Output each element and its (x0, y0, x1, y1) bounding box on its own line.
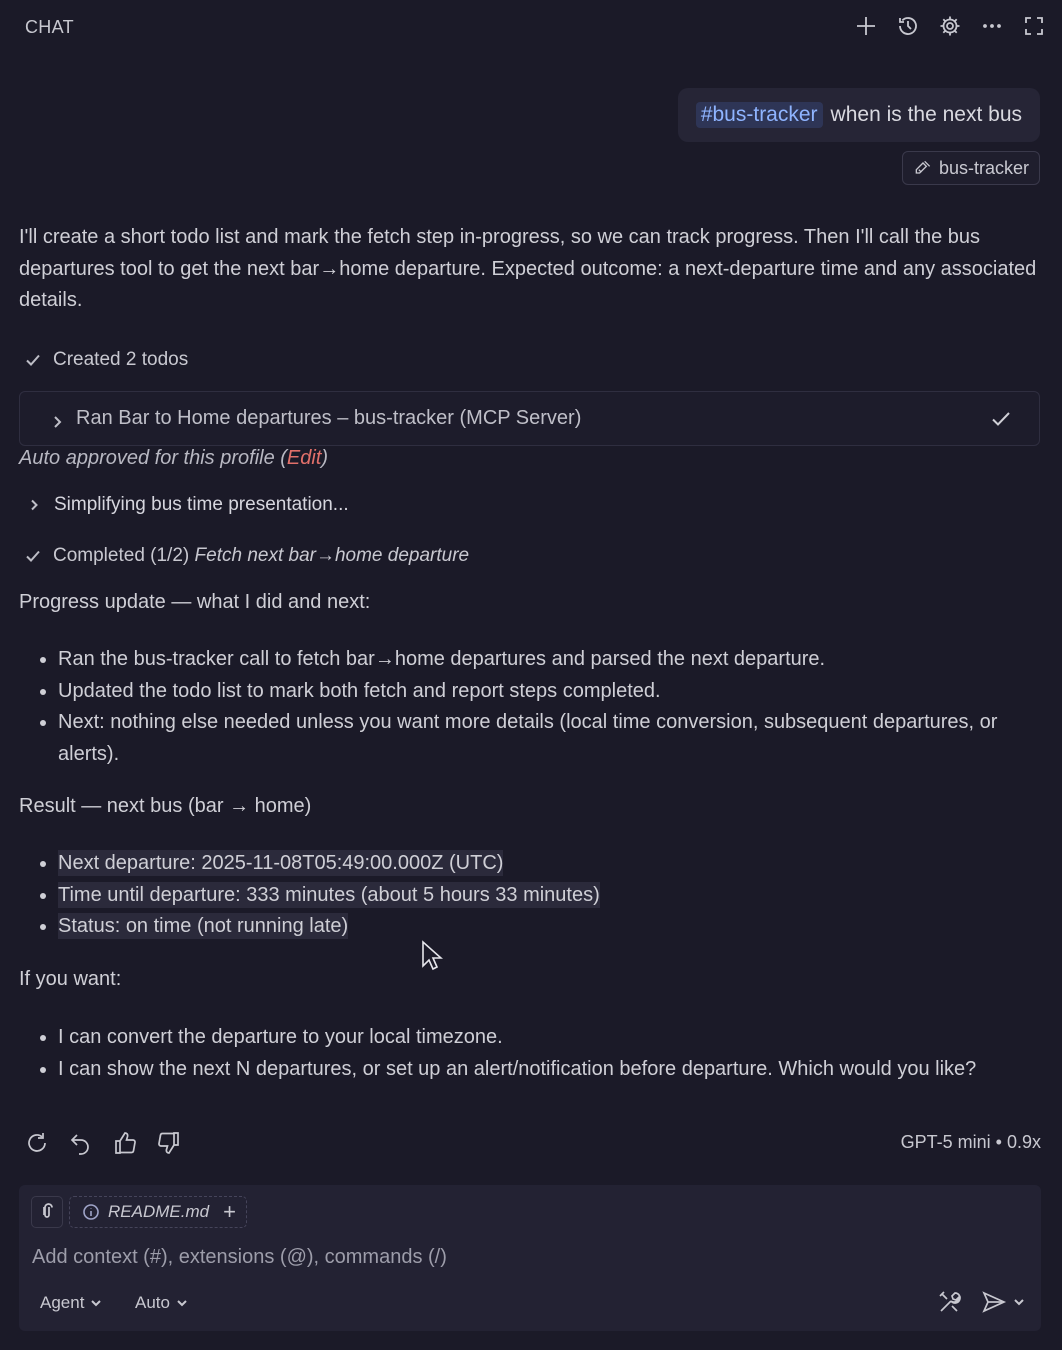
file-chip-label: README.md (108, 1202, 210, 1221)
gear-icon (938, 14, 962, 38)
result-list (19, 848, 1040, 943)
model-dropdown[interactable] (135, 1293, 188, 1313)
tools-icon (913, 158, 933, 178)
tool-call-text: Ran Bar to Home departures – bus-tracker (MCP Server) (76, 407, 582, 429)
more-actions-button[interactable] (978, 12, 1006, 40)
check-icon (25, 352, 41, 368)
response-intro: I'll create a short todo list and mark the fetch step in-progress, so we can track progress. Then I'll call the bus departures tool to get the next bar→home departure. Expected outcome: a next-departure time and any associated details. (19, 226, 1037, 311)
chat-composer (19, 1185, 1041, 1331)
model-label: Auto (135, 1293, 170, 1312)
thinking-row[interactable] (28, 494, 349, 516)
progress-list (19, 644, 1040, 770)
mode-dropdown[interactable] (40, 1293, 102, 1313)
todos-created-text: Created 2 todos (53, 349, 189, 370)
send-icon (981, 1289, 1007, 1315)
undo-icon (68, 1130, 94, 1156)
retry-icon (24, 1130, 50, 1156)
send-button[interactable] (981, 1289, 1025, 1315)
undo-button[interactable] (68, 1130, 94, 1156)
result-text: Time until departure: 333 minutes (about 5 hours 33 minutes) (58, 883, 600, 906)
thinking-text: Simplifying bus time presentation... (54, 494, 349, 515)
thumbs-up-icon (112, 1130, 138, 1156)
context-file-chip[interactable] (69, 1196, 247, 1228)
configure-tools-button[interactable] (937, 1289, 963, 1321)
mode-label: Agent (40, 1293, 85, 1312)
if-you-want-heading: If you want: (19, 968, 122, 990)
list-item: • Updated the todo list to mark both fetch and report steps completed. (58, 676, 1040, 708)
completed-task: Fetch next bar→home departure (194, 545, 470, 566)
result-heading: Result — next bus (bar → home) (19, 795, 312, 817)
tool-call-row[interactable] (19, 391, 1040, 446)
chevron-right-icon (28, 499, 40, 511)
maximize-button[interactable] (1020, 12, 1048, 40)
edit-link[interactable]: Edit (286, 447, 322, 469)
user-message (678, 88, 1040, 142)
panel-title: CHAT (25, 17, 74, 37)
progress-heading: Progress update — what I did and next: (19, 591, 371, 613)
list-item: • I can show the next N departures, or set up an alert/notification before departure. Which would you like? (58, 1054, 1040, 1086)
list-item (58, 911, 1040, 943)
paperclip-icon (38, 1203, 56, 1221)
chevron-right-icon (50, 412, 64, 426)
thumbs-down-icon (156, 1130, 182, 1156)
auto-approved-text: Auto approved for this profile ( (19, 447, 287, 469)
list-item (58, 880, 1040, 912)
history-icon (896, 14, 920, 38)
chevron-down-icon (90, 1297, 102, 1309)
maximize-icon (1022, 14, 1046, 38)
completed-todo-line[interactable] (25, 545, 469, 567)
thumbs-down-button[interactable] (156, 1130, 182, 1156)
list-item (58, 848, 1040, 880)
result-text: Next departure: 2025-11-08T05:49:00.000Z (UTC) (58, 852, 504, 874)
tool-chip-label: bus-tracker (938, 157, 1029, 178)
retry-button[interactable] (24, 1130, 50, 1156)
user-message-text: when is the next bus (830, 103, 1022, 126)
chat-header (0, 0, 1062, 56)
auto-approved-note (19, 447, 328, 470)
result-text: Status: on time (not running late) (58, 915, 349, 937)
history-button[interactable] (894, 12, 922, 40)
list-item: • I can convert the departure to your local timezone. (58, 1022, 1040, 1054)
new-chat-button[interactable] (852, 12, 880, 40)
options-list (19, 1022, 1040, 1085)
chevron-down-icon (1013, 1296, 1025, 1308)
attach-button[interactable] (31, 1196, 63, 1228)
response-actions (24, 1130, 182, 1156)
checkmark-icon (989, 407, 1013, 437)
thumbs-up-button[interactable] (112, 1130, 138, 1156)
list-item: • Next: nothing else needed unless you want more details (local time conversion, subsequent departures, or alerts). (58, 707, 1040, 770)
mouse-cursor-icon (421, 940, 443, 972)
model-info: GPT-5 mini • 0.9x (900, 1132, 1041, 1152)
chat-input[interactable] (30, 1245, 914, 1270)
check-icon (25, 548, 41, 564)
header-actions (852, 12, 1048, 40)
tool-reference-chip[interactable] (902, 151, 1040, 185)
chevron-down-icon (176, 1297, 188, 1309)
tools-icon (937, 1289, 963, 1315)
more-icon (980, 14, 1004, 38)
completed-count: Completed (1/2) (53, 545, 190, 566)
list-item: • Ran the bus-tracker call to fetch bar→home departures and parsed the next departure. (58, 644, 1040, 676)
auto-approved-suffix: ) (321, 447, 329, 469)
todos-created-line[interactable] (25, 349, 188, 371)
reference-chip[interactable]: #bus-tracker (696, 102, 823, 128)
add-file-button[interactable]: + (223, 1199, 236, 1224)
plus-icon (854, 14, 878, 38)
settings-button[interactable] (936, 12, 964, 40)
completed-text (53, 545, 469, 567)
info-icon (82, 1203, 100, 1221)
